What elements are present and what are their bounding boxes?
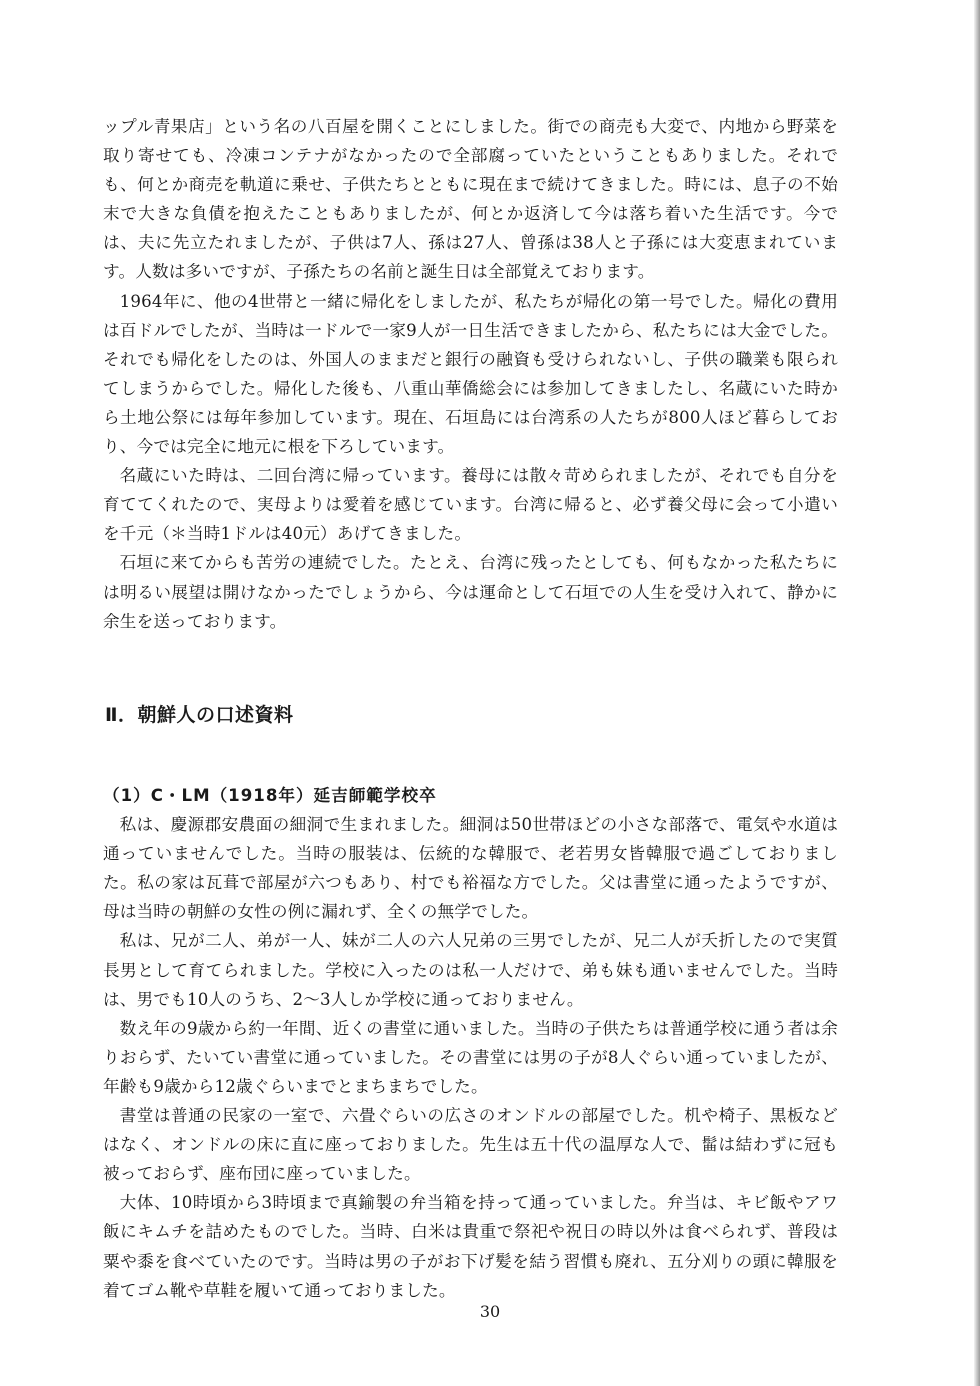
page-number: 30 xyxy=(479,1302,501,1321)
paragraph: 石垣に来てからも苦労の連続でした。たとえ、台湾に残ったとしても、何もなかった私たちには明るい展望は開けなかったでしょうから、今は運命として石垣での人生を受け入れて、静かに余生を送っております。 xyxy=(103,553,838,631)
paragraph: 数え年の9歳から約一年間、近くの書堂に通いました。当時の子供たちは普通学校に通う者は余りおらず、たいてい書堂に通っていました。その書堂には男の子が8人ぐらい通っていましたが、年齢も9歳から12歳ぐらいまでとまちまちでした。 xyxy=(103,1018,838,1096)
section-1-body xyxy=(103,112,838,636)
subsection-heading: （1）C・LM（1918年）延吉師範学校卒 xyxy=(103,786,437,805)
paragraph: 1964年に、他の4世帯と一緒に帰化をしましたが、私たちが帰化の第一号でした。帰化の費用は百ドルでしたが、当時は一ドルで一家9人が一日生活できましたから、私たちには大金でした。それでも帰化をしたのは、外国人のままだと銀行の融資も受けられないし、子供の職業も限られてしまうからでした。帰化した後も、八重山華僑総会には参加してきましたし、名蔵にいた時から土地公祭には毎年参加しています。現在、石垣島には台湾系の人たちが800人ほど暮らしており、今では完全に地元に根を下ろしています。 xyxy=(103,291,838,457)
paragraph: 書堂は普通の民家の一室で、六畳ぐらいの広さのオンドルの部屋でした。机や椅子、黒板などはなく、オンドルの床に直に座っておりました。先生は五十代の温厚な人で、髷は結わずに冠も被っておらず、座布団に座っていました。 xyxy=(103,1106,838,1184)
section-2-body xyxy=(103,781,838,1305)
section-heading: Ⅱ．朝鮮人の口述資料 xyxy=(105,704,294,726)
paragraph: 大体、10時頃から3時頃まで真鍮製の弁当箱を持って通っていました。弁当は、キビ飯やアワ飯にキムチを詰めたものでした。当時、白米は貴重で祭祀や祝日の時以外は食べられず、普段は粟や黍を食べていたのです。当時は男の子がお下げ髪を結う習慣も廃れ、五分刈りの頭に韓服を着てゴム靴や草鞋を履いて通っておりました。 xyxy=(103,1193,838,1300)
scan-edge xyxy=(974,0,980,1386)
paragraph: 名蔵にいた時は、二回台湾に帰っています。養母には散々苛められましたが、それでも自分を育ててくれたので、実母よりは愛着を感じています。台湾に帰ると、必ず養父母に会って小遣いを千元（＊当時1ドルは40元）あげてきました。 xyxy=(103,466,838,544)
paragraph: 私は、兄が二人、弟が一人、妹が二人の六人兄弟の三男でしたが、兄二人が夭折したので実質長男として育てられました。学校に入ったのは私一人だけで、弟も妹も通いませんでした。当時は、男でも10人のうち、2～3人しか学校に通っておりません。 xyxy=(103,931,838,1009)
paragraph: ップル青果店」という名の八百屋を開くことにしました。街での商売も大変で、内地から野菜を取り寄せても、冷凍コンテナがなかったので全部腐っていたということもありました。それでも、何とか商売を軌道に乗せ、子供たちとともに現在まで続けてきました。時には、息子の不始末で大きな負債を抱えたこともありましたが、何とか返済して今は落ち着いた生活です。今では、夫に先立たれましたが、子供は7人、孫は27人、曾孫は38人と子孫には大変恵まれています。人数は多いですが、子孫たちの名前と誕生日は全部覚えております。 xyxy=(103,117,838,282)
paragraph: 私は、慶源郡安農面の細洞で生まれました。細洞は50世帯ほどの小さな部落で、電気や水道は通っていませんでした。当時の服装は、伝統的な韓服で、老若男女皆韓服で過ごしておりました。私の家は瓦葺で部屋が六つもあり、村でも裕福な方でした。父は書堂に通ったようですが、母は当時の朝鮮の女性の例に漏れず、全くの無学でした。 xyxy=(103,815,838,922)
